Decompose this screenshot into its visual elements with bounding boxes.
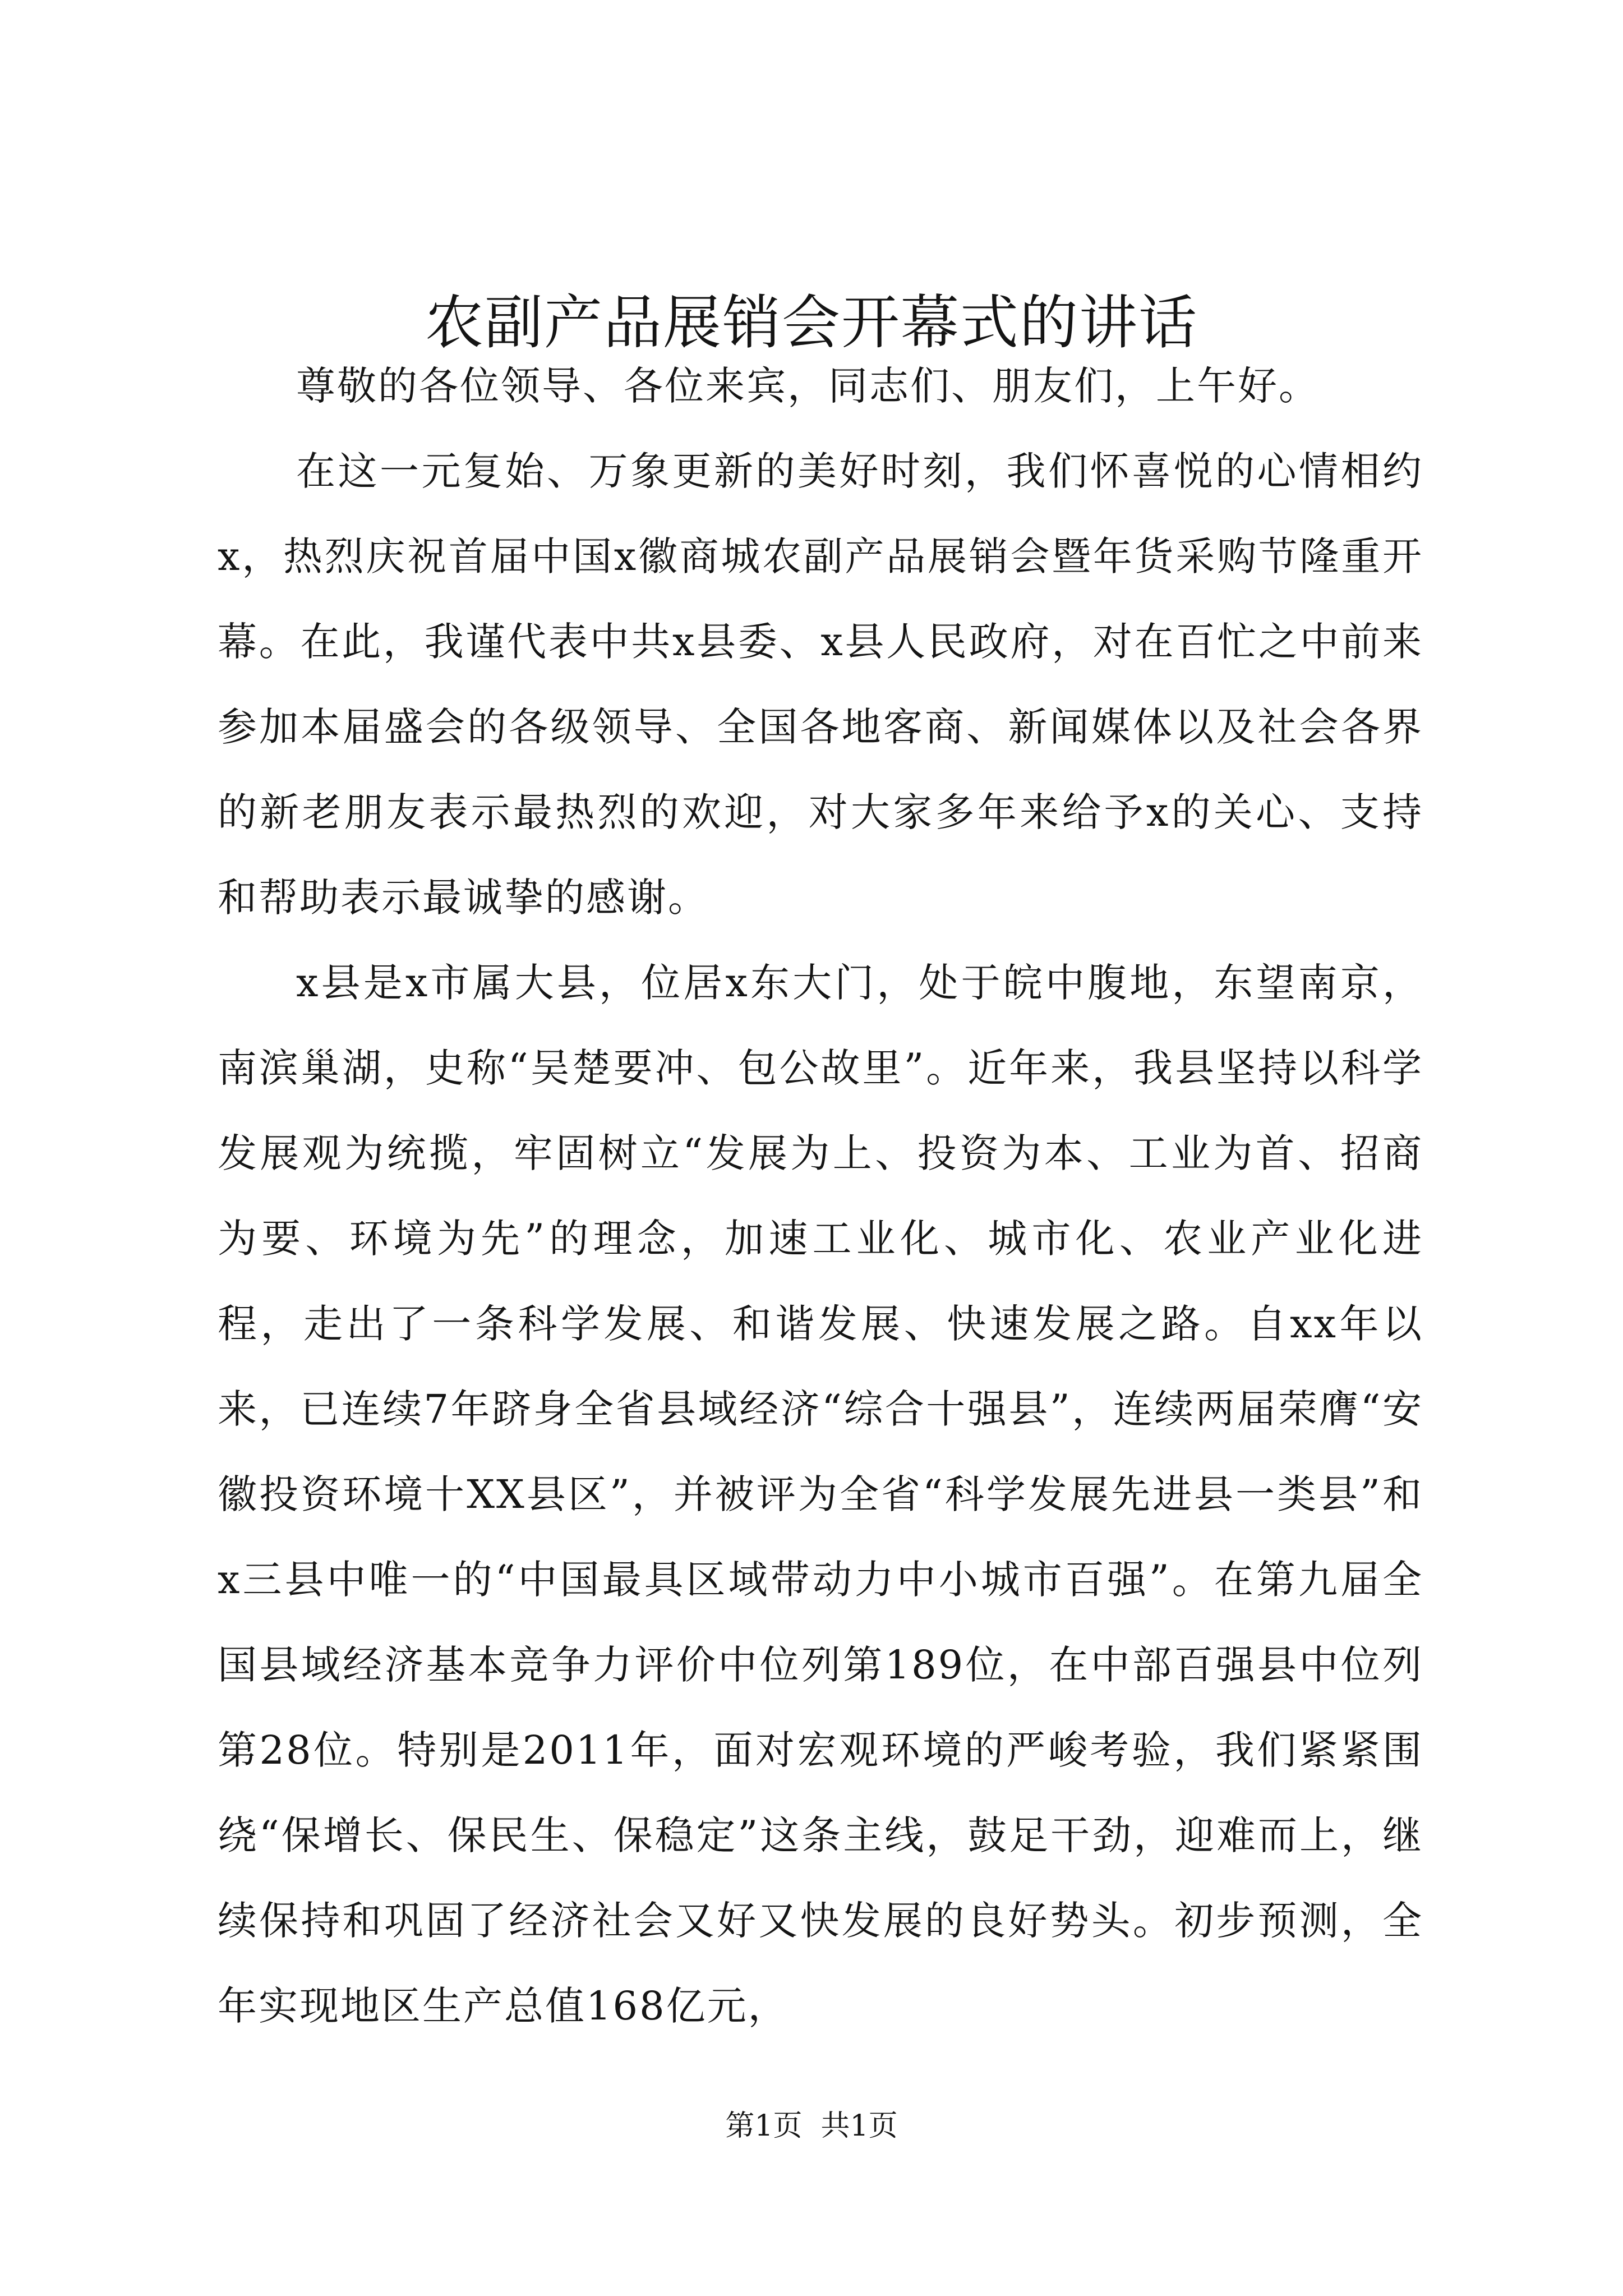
document-title: 农副产品展销会开幕式的讲话 (425, 288, 1198, 357)
page-footer (0, 2104, 1623, 2148)
document-body (218, 343, 1423, 2049)
page-number: 第1页 共1页 (725, 2109, 898, 2143)
paragraph-county-overview: x县是x市属大县，位居x东大门，处于皖中腹地，东望南京，南滨巢湖，史称“吴楚要冲、包公故里”。近年来，我县坚持以科学发展观为统揽，牢固树立“发展为上、投资为本、工业为首、招商为要、环境为先”的理念，加速工业化、城市化、农业产业化进程，走出了一条科学发展、和谐发展、快速发展之路。自xx年以来，已连续7年跻身全省县域经济“综合十强县”，连续两届荣膺“安徽投资环境十XX县区”，并被评为全省“科学发展先进县一类县”和x三县中唯一的“中国最具区域带动力中小城市百强”。在第九届全国县域经济基本竞争力评价中位列第189位，在中部百强县中位列第28位。特别是2011年，面对宏观环境的严峻考验，我们紧紧围绕“保增长、保民生、保稳定”这条主线，鼓足干劲，迎难而上，继续保持和巩固了经济社会又好又快发展的良好势头。初步预测，全年实现地区生产总值168亿元， (218, 960, 1423, 2029)
paragraph-welcome: 在这一元复始、万象更新的美好时刻，我们怀喜悦的心情相约x，热烈庆祝首届中国x徽商城农副产品展销会暨年货采购节隆重开幕。在此，我谨代表中共x县委、x县人民政府，对在百忙之中前来参加本届盛会的各级领导、全国各地客商、新闻媒体以及社会各界的新老朋友表示最热烈的欢迎，对大家多年来给予x的关心、支持和帮助表示最诚挚的感谢。 (218, 448, 1423, 921)
paragraph-greeting: 尊敬的各位领导、各位来宾，同志们、朋友们，上午好。 (296, 363, 1320, 409)
